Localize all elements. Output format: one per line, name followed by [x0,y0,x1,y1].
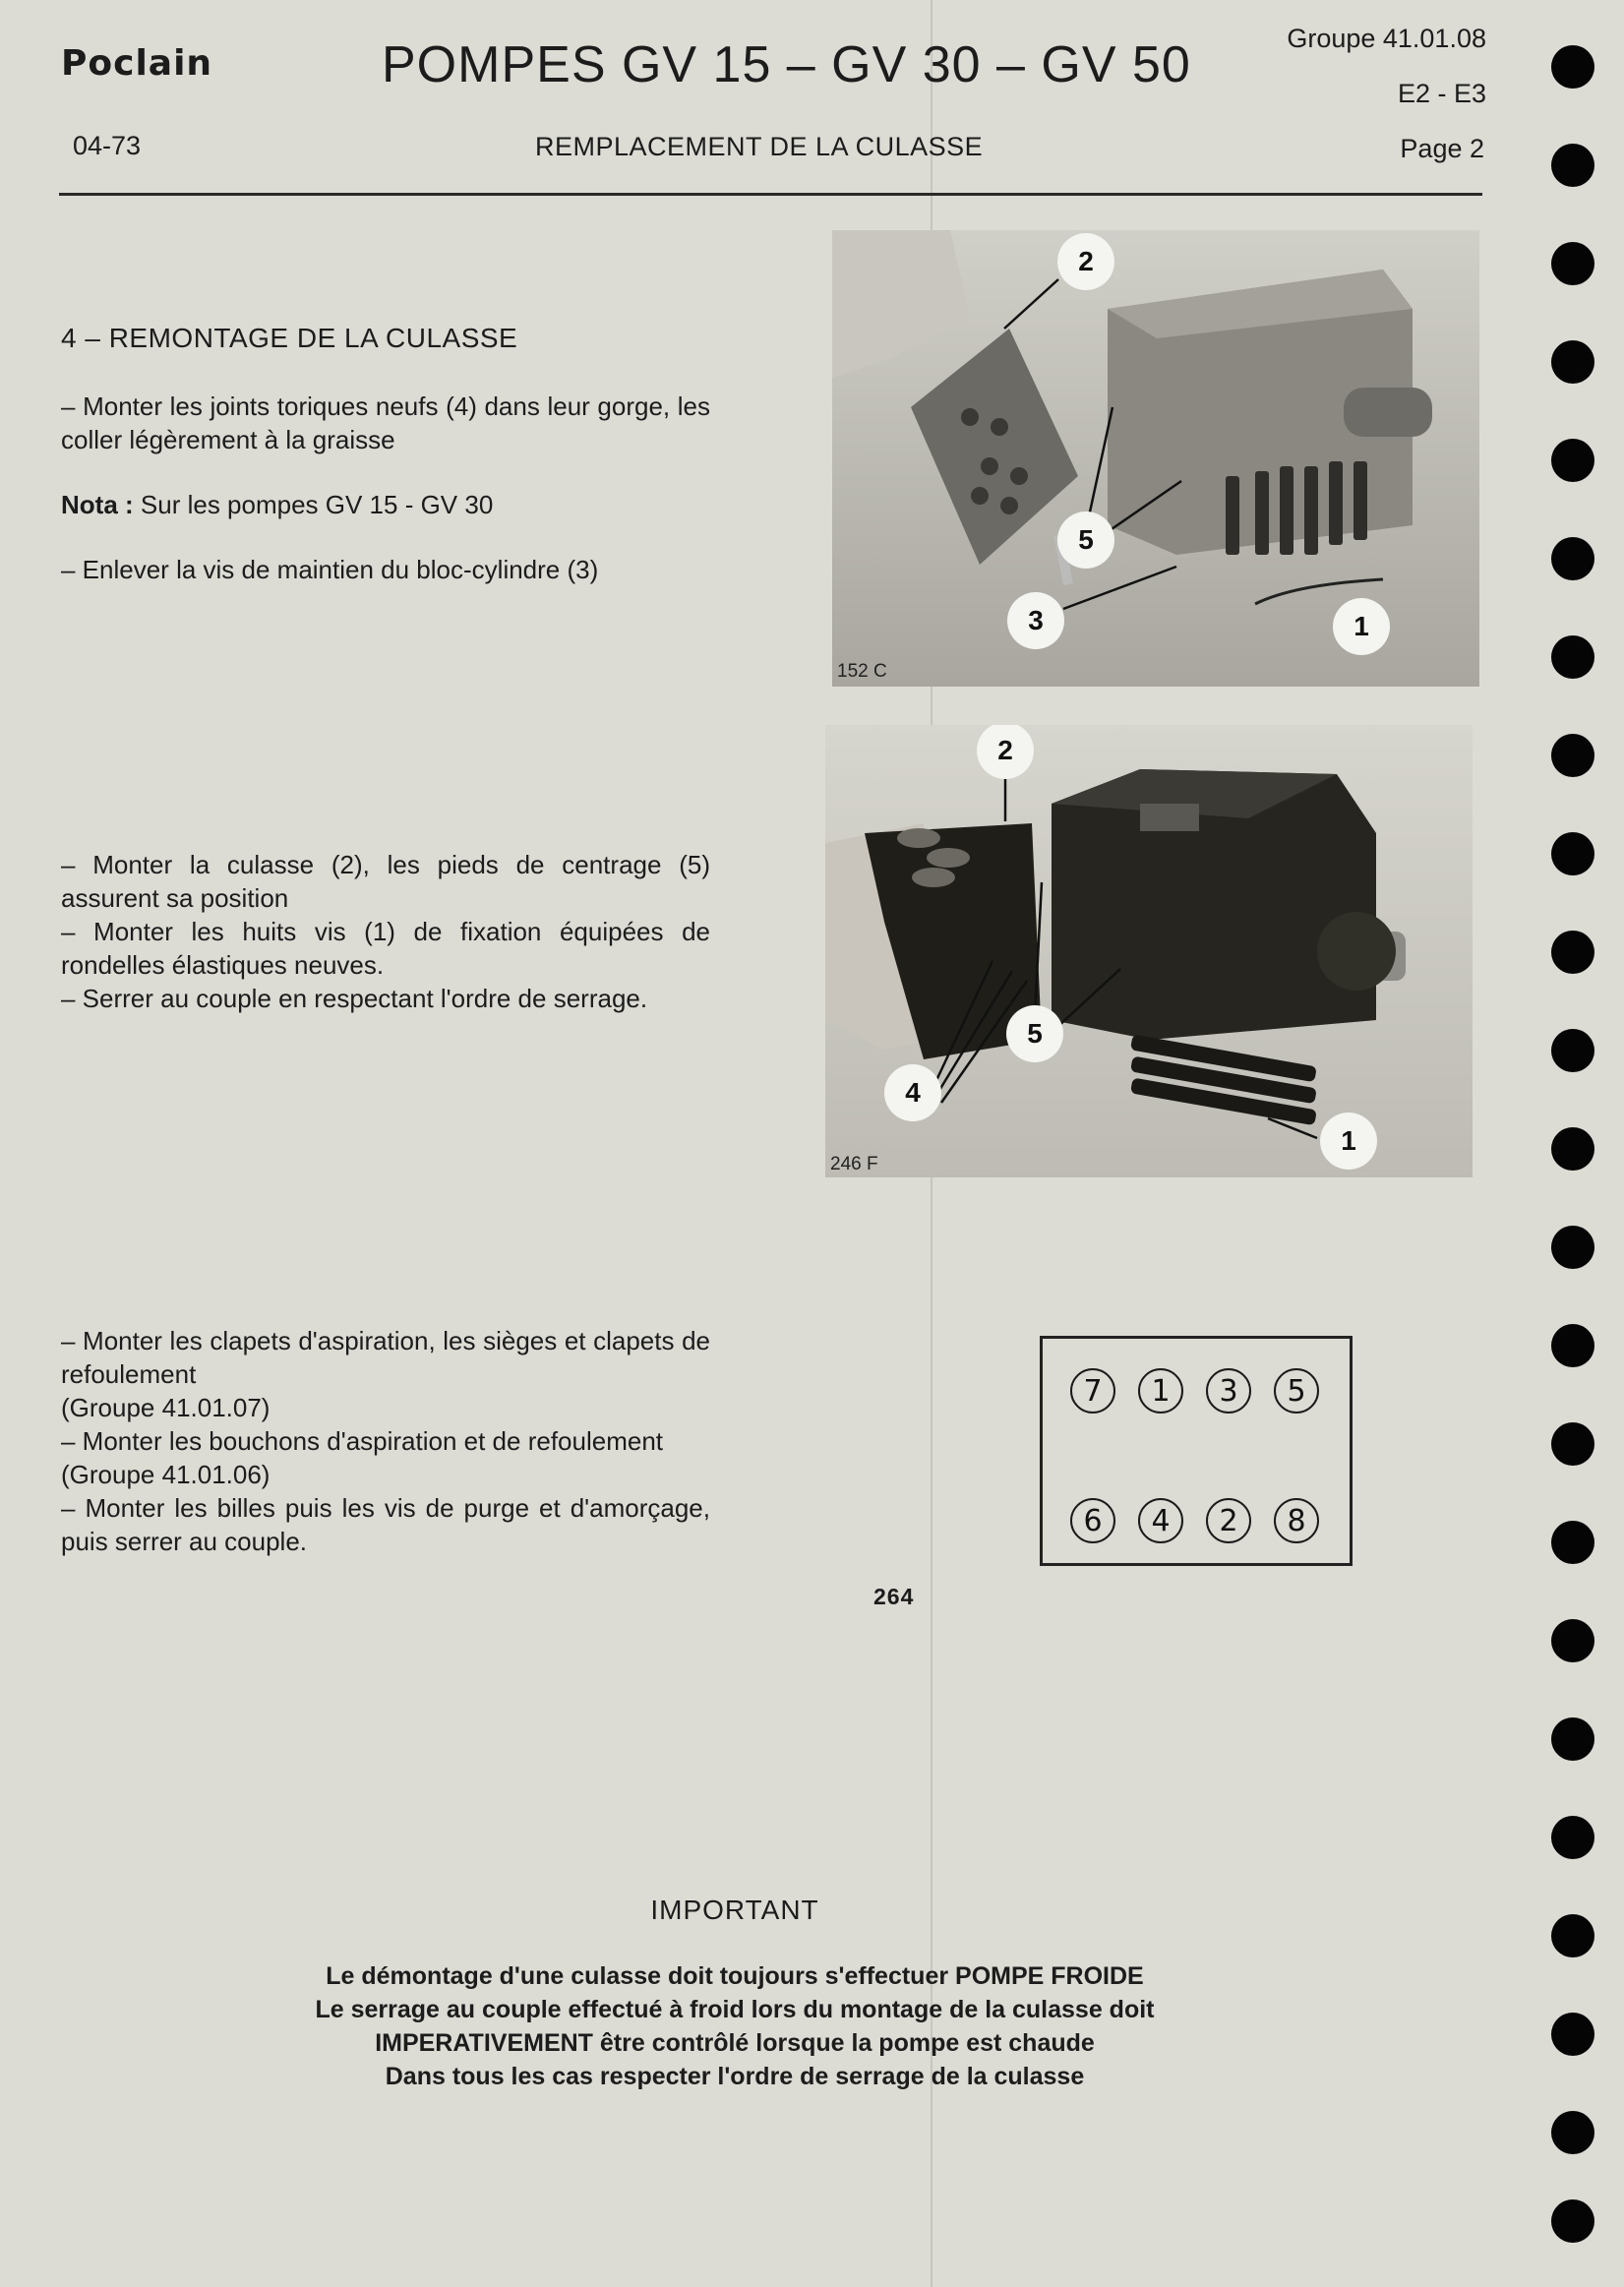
callout-4: 4 [884,1064,941,1121]
paragraph-joints: – Monter les joints toriques neufs (4) dans leur gorge, les coller légèrement à la graisse [61,391,710,454]
important-heading: IMPORTANT [650,1895,819,1925]
binder-hole [1551,931,1594,974]
binder-hole [1551,1127,1594,1171]
binder-hole [1551,144,1594,187]
callout-2: 2 [1057,233,1114,290]
callout-5: 5 [1006,1005,1063,1062]
tightening-order-diagram [1040,1336,1353,1566]
notice-line: IMPERATIVEMENT être contrôlé lorsque la pompe est chaude [375,2029,1095,2057]
bolt-order-3: 3 [1206,1368,1251,1414]
bolt-order-4: 4 [1138,1498,1183,1543]
binder-hole [1551,1324,1594,1367]
list-item: (Groupe 41.01.06) [61,1460,271,1489]
photo-culasse-removed [832,230,1479,687]
bolt-order-2: 2 [1206,1498,1251,1543]
list-item: – Monter les clapets d'aspiration, les sièges et clapets de refoulement [61,1326,710,1389]
callout-2: 2 [977,725,1034,779]
notice-line: Le démontage d'une culasse doit toujours s'effectuer POMPE FROIDE [326,1962,1144,1990]
callout-1: 1 [1333,598,1390,655]
binder-hole [1551,1422,1594,1466]
binder-hole [1551,1226,1594,1269]
photo-culasse-mounting [825,725,1473,1177]
callout-3: 3 [1007,592,1064,649]
list-item: – Serrer au couple en respectant l'ordre de serrage. [61,984,648,1013]
binder-hole [1551,45,1594,89]
paragraph-vis-maintien: – Enlever la vis de maintien du bloc-cylindre (3) [61,555,599,584]
brand-logo: Poclain [61,43,213,84]
header-rule [59,193,1482,196]
binder-hole [1551,2111,1594,2154]
photo-code: 246 F [830,1154,878,1174]
callout-5: 5 [1057,512,1114,569]
binder-hole [1551,439,1594,482]
important-notice [0,1959,1470,2093]
binder-hole [1551,1521,1594,1564]
binder-hole [1551,1717,1594,1761]
nota-line [61,488,710,521]
notice-line: Le serrage au couple effectué à froid lors du montage de la culasse doit [315,1996,1155,2023]
binder-hole [1551,1619,1594,1662]
bolt-order-6: 6 [1070,1498,1115,1543]
bolt-order-7: 7 [1070,1368,1115,1414]
paragraph-monter-culasse [61,848,710,1015]
list-item: (Groupe 41.01.07) [61,1393,271,1422]
document-subtitle: REMPLACEMENT DE LA CULASSE [535,132,984,161]
photo-code: 152 C [837,661,887,682]
document-title: POMPES GV 15 – GV 30 – GV 50 [382,36,1191,93]
reference-code: E2 - E3 [1397,79,1486,108]
binder-hole [1551,635,1594,679]
list-item: – Monter les billes puis les vis de purge et d'amorçage, puis serrer au couple. [61,1493,710,1556]
binder-hole [1551,734,1594,777]
binder-hole [1551,340,1594,384]
bolt-order-8: 8 [1274,1498,1319,1543]
group-number: Groupe 41.01.08 [1287,24,1486,53]
binder-hole [1551,537,1594,580]
binder-hole [1551,832,1594,875]
page-label: Page 2 [1400,134,1484,163]
list-item: – Monter les bouchons d'aspiration et de refoulement [61,1426,664,1456]
list-item: – Monter les huits vis (1) de fixation équipées de rondelles élastiques neuves. [61,917,710,980]
binder-hole [1551,242,1594,285]
notice-line: Dans tous les cas respecter l'ordre de serrage de la culasse [385,2063,1085,2090]
paragraph-clapets [61,1324,710,1558]
binder-hole [1551,2013,1594,2056]
binder-hole [1551,2199,1594,2243]
bolt-order-5: 5 [1274,1368,1319,1414]
list-item: – Monter la culasse (2), les pieds de centrage (5) assurent sa position [61,850,710,913]
bolt-order-1: 1 [1138,1368,1183,1414]
binder-hole [1551,1914,1594,1957]
section-heading: 4 – REMONTAGE DE LA CULASSE [61,323,518,353]
edition-date: 04-73 [73,131,142,160]
binder-hole [1551,1816,1594,1859]
callout-1: 1 [1320,1113,1377,1170]
page-number: 264 [873,1584,915,1609]
nota-text: Sur les pompes GV 15 - GV 30 [133,490,494,519]
binder-hole [1551,1029,1594,1072]
nota-label: Nota : [61,490,134,519]
